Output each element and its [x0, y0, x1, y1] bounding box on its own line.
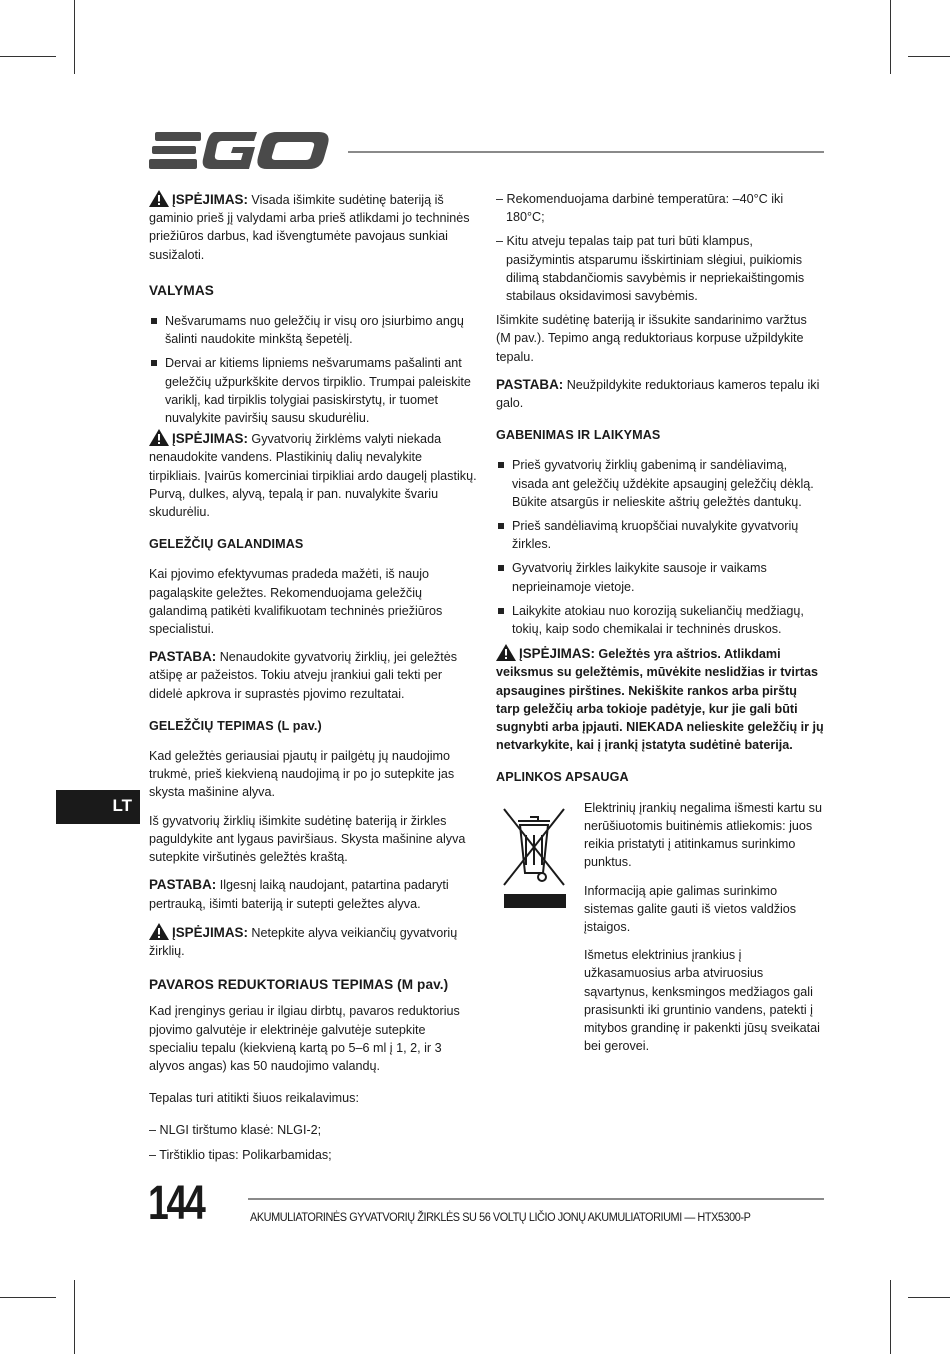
note-text: Nenaudokite gyvatvorių žirklių, jei geležtės atšipę ar pažeistos. Tokiu atveju įrankiui gali tekti per didelė apkrova ir suprastės pjovimo rezultatai. [149, 650, 458, 701]
warning-triangle-icon [149, 190, 169, 207]
footer-title: AKUMULIATORINĖS GYVATVORIŲ ŽIRKLĖS SU 56 VOLTŲ LIČIO JONŲ AKUMULIATORIUMI — HTX5300-P [250, 1210, 751, 1224]
right-column [496, 190, 824, 1065]
footer-rule [248, 1198, 824, 1200]
language-tab [56, 790, 140, 824]
paragraph: Informaciją apie galimas surinkimo sistemas galite gauti iš vietos valdžios įstaigos. [584, 883, 797, 934]
warning-text: Netepkite alyva veikiančių gyvatvorių žirklių. [149, 925, 458, 958]
warning-text: Visada išimkite sudėtinę bateriją iš gaminio prieš jį valydami arba prieš atlikdami jo techninės priežiūros darbus, kad išvengtumėte pavojaus sunkiai susižaloti. [149, 193, 470, 262]
crop-mark [890, 1280, 891, 1354]
header-rule [348, 151, 824, 153]
crop-mark [908, 56, 950, 57]
list-item: Dervai ar kitiems lipniems nešvarumams pašalinti ant geležčių užpurkškite dervos tirpiklio. Trumpai paleiskite variklį, kad tirpiklis tolygiai pasiskirstytų, ir tuomet nuvalykite paviršių sausu skudurėliu. [149, 354, 477, 427]
warning-label: ĮSPĖJIMAS: [172, 924, 248, 940]
warning-label: ĮSPĖJIMAS: [172, 192, 248, 207]
warning-paragraph [149, 923, 477, 960]
note-paragraph [149, 876, 477, 912]
paragraph: Išmetus elektrinius įrankius į užkasamuosius arba atviruosius sąvartynus, kenksmingos medžiagos gali prasisunkti iki gruntinio vandens, patekti į mitybos grandinę ir pakenkti jūsų sveikatai bei gerovei. [584, 948, 820, 1054]
section-heading-tepimas: GELEŽČIŲ TEPIMAS (L pav.) [149, 718, 322, 733]
left-column [149, 190, 477, 1170]
note-paragraph [496, 376, 824, 412]
list-item: Laikykite atokiau nuo koroziją sukeliančių medžiagų, tokių, kaip sodo chemikalai ir techninės druskos. [496, 602, 824, 638]
list-item: Nešvarumams nuo geležčių ir visų oro įsiurbimo angų šalinti naudokite minkštą šepetėlį. [149, 312, 477, 348]
section-heading-valymas: VALYMAS [149, 282, 214, 298]
paragraph: Kad geležtės geriausiai pjautų ir pailgėtų jų naudojimo trukmė, prieš kiekvieną naudojimą ir po jo sutepkite jas skysta mašinine alyva. [149, 749, 455, 800]
warning-triangle-icon [149, 923, 169, 940]
warning-triangle-icon [496, 644, 516, 661]
list-item: Gyvatvorių žirkles laikykite sausoje ir vaikams neprieinamoje vietoje. [496, 559, 824, 595]
section-heading-reduktorius: PAVAROS REDUKTORIAUS TEPIMAS (M pav.) [149, 977, 449, 993]
language-tab-label: LT [112, 796, 132, 815]
note-label: PASTABA: [149, 649, 217, 665]
note-label: PASTABA: [149, 877, 217, 893]
note-text: Ilgesnį laiką naudojant, patartina padaryti pertrauką, išimti bateriją ir sutepti geležtes alyva. [149, 878, 449, 911]
warning-label: ĮSPĖJIMAS: [519, 646, 595, 662]
warning-text: Geležtės yra aštrios. Atlikdami veiksmus su geležtėmis, mūvėkite neslidžias ir tvirtas apsaugines pirštines. Nekiškite rankos arba pirštų tarp geležčių arba tokioje padėtyje, kur jie gali būti sugnybti arba įpjauti. NIEKADA nelieskite geležčių ir jų netvarkykite, kai į įrankį įstatyta sudėtinė baterija. [496, 647, 824, 753]
list-item: Prieš sandėliavimą kruopščiai nuvalykite gyvatvorių žirkles. [496, 517, 824, 553]
note-paragraph [149, 648, 477, 703]
section-heading-aplinkos: APLINKOS APSAUGA [496, 770, 629, 785]
gabenimas-list [496, 456, 824, 638]
warning-label: ĮSPĖJIMAS: [172, 431, 248, 447]
warning-paragraph [149, 190, 477, 264]
crop-mark [0, 56, 56, 57]
page-number: 144 [148, 1177, 204, 1230]
crop-mark [74, 1280, 75, 1354]
environment-text [584, 799, 824, 1056]
warning-triangle-icon [149, 429, 169, 446]
crop-mark [908, 1297, 950, 1298]
section-heading-gabenimas: GABENIMAS IR LAIKYMAS [496, 428, 661, 443]
warning-paragraph [149, 429, 477, 521]
paragraph: Tepalas turi atitikti šiuos reikalavimus: [149, 1091, 359, 1106]
list-item: Prieš gyvatvorių žirklių gabenimą ir sandėliavimą, visada ant geležčių uždėkite apsauginį geležčių dėklą. Būkite atsargūs ir nelieskite aštrių geležtės dantukų. [496, 456, 824, 511]
crop-mark [74, 0, 75, 74]
paragraph: Kai pjovimo efektyvumas pradeda mažėti, iš naujo pagaląskite geležtes. Rekomenduojama geležčių galandimą patikėti kvalifikuotam techninės priežiūros specialistui. [149, 567, 443, 637]
crop-mark [0, 1297, 56, 1298]
valymas-list [149, 312, 477, 427]
paragraph: Kad įrenginys geriau ir ilgiau dirbtų, pavaros reduktorius pjovimo galvutėje ir elektrinėje galvutėje sutepkite specialiu tepalu (kiekvieną kartą po 5–6 ml į 1, 2, ir 3 alyvos angas) kas 50 naudojimo valandų. [149, 1004, 460, 1073]
requirement-item: – Kitu atveju tepalas taip pat turi būti klampus, pasižymintis atsparumu išskirtiniam slėgiui, puikiomis dilimą stabdančiomis savybėmis ir nepriekaištingomis stabilaus oksidavimosi savybėmis. [496, 234, 805, 304]
ego-logo [149, 130, 331, 172]
weee-crossed-bin-icon [496, 799, 572, 909]
paragraph: Išimkite sudėtinę bateriją ir išsukite sandarinimo varžtus (M pav.). Tepimo angą reduktoriaus korpuse užpildykite tepalu. [496, 313, 807, 364]
warning-paragraph [496, 644, 824, 754]
requirement-item: – NLGI tirštumo klasė: NLGI-2; [149, 1123, 322, 1138]
paragraph: Iš gyvatvorių žirklių išimkite sudėtinę bateriją ir žirkles paguldykite ant lygaus paviršiaus. Skysta mašinine alyva sutepkite viršutinės geležtės kraštą. [149, 813, 466, 865]
note-label: PASTABA: [496, 376, 564, 392]
paragraph: Elektrinių įrankių negalima išmesti kartu su nerūšiuotomis buitinėmis atliekomis: juos reikia pristatyti į atitinkamus surinkimo punktus. [584, 800, 822, 870]
environment-block [496, 799, 824, 1056]
requirement-item: – Tirštiklio tipas: Polikarbamidas; [149, 1147, 332, 1162]
requirement-item: – Rekomenduojama darbinė temperatūra: –40°C iki 180°C; [496, 192, 784, 225]
section-heading-galandimas: GELEŽČIŲ GALANDIMAS [149, 537, 304, 552]
crop-mark [890, 0, 891, 74]
warning-text: Gyvatvorių žirklėms valyti niekada nenaudokite vandens. Plastikinių dalių nevalykite tirpikliais. Įvairūs komerciniai tirpikliai ardo daugelį plastikų. Purvą, dulkes, alyvą, tepalą ir pan. nuvalykite švariu skudurėliu. [149, 432, 477, 520]
note-text: Neužpildykite reduktoriaus kameros tepalu iki galo. [496, 377, 820, 411]
